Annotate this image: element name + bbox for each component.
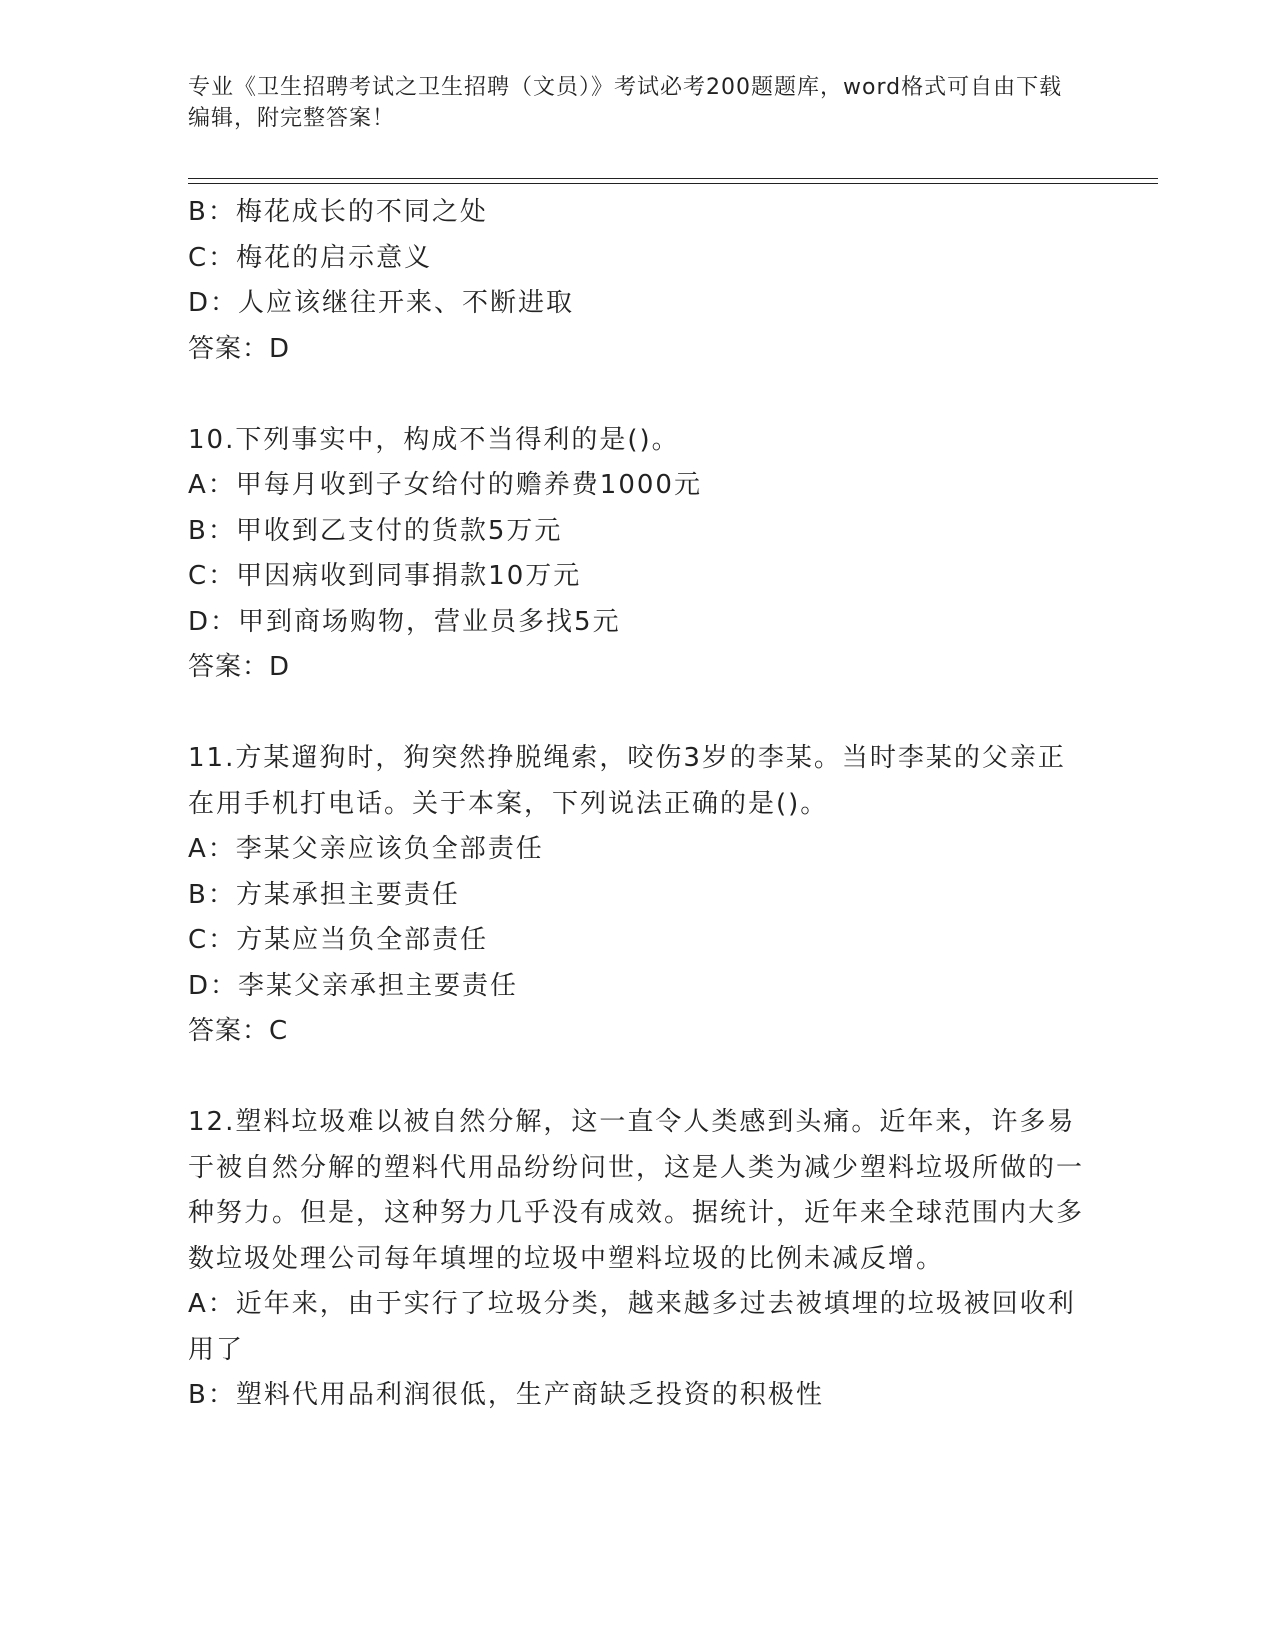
option-c: C：方某应当负全部责任 [188,925,489,955]
question-item-10 [188,418,1088,691]
question-stem: 12.塑料垃圾难以被自然分解，这一直令人类感到头痛。近年来，许多易于被自然分解的塑料代用品纷纷问世，这是人类为减少塑料垃圾所做的一种努力。但是，这种努力几乎没有成效。据统计，近年来全球范围内大多数垃圾处理公司每年填埋的垃圾中塑料垃圾的比例未减反增。 [188,1107,1085,1274]
answer-label: 答案：D [188,333,291,364]
answer-label: 答案：C [188,1016,289,1046]
option-a: A：甲每月收到子女给付的赡养费1000元 [188,470,702,500]
option-b: B：方某承担主要责任 [188,879,460,910]
spacer [188,372,1088,418]
option-d: D：李某父亲承担主要责任 [188,970,519,1001]
option-a: A：李某父亲应该负全部责任 [188,834,544,864]
option-a: A：近年来，由于实行了垃圾分类，越来越多过去被填埋的垃圾被回收利用了 [188,1289,1076,1365]
option-b: B：甲收到乙支付的货款5万元 [188,515,563,546]
spacer [188,691,1088,737]
option-c: C：梅花的启示意义 [188,242,433,273]
header-divider-top [188,178,1158,179]
header-divider-bottom [188,183,1158,184]
question-list [188,190,1088,1419]
question-stem: 11.方某遛狗时，狗突然挣脱绳索，咬伤3岁的李某。当时李某的父亲正在用手机打电话。关于本案，下列说法正确的是()。 [188,743,1066,819]
question-stem: 10.下列事实中，构成不当得利的是()。 [188,424,680,455]
question-item-prev [188,190,1088,372]
question-item-12 [188,1100,1088,1419]
document-title: 专业《卫生招聘考试之卫生招聘（文员）》考试必考200题题库，word格式可自由下载编辑，附完整答案！ [188,75,1063,131]
option-b: B：塑料代用品利润很低，生产商缺乏投资的积极性 [188,1380,824,1410]
option-d: D：人应该继往开来、不断进取 [188,288,575,318]
option-c: C：甲因病收到同事捐款10万元 [188,561,582,591]
question-item-11 [188,736,1088,1055]
answer-label: 答案：D [188,652,291,682]
option-d: D：甲到商场购物，营业员多找5元 [188,606,621,637]
option-b: B：梅花成长的不同之处 [188,197,488,227]
spacer [188,1055,1088,1101]
